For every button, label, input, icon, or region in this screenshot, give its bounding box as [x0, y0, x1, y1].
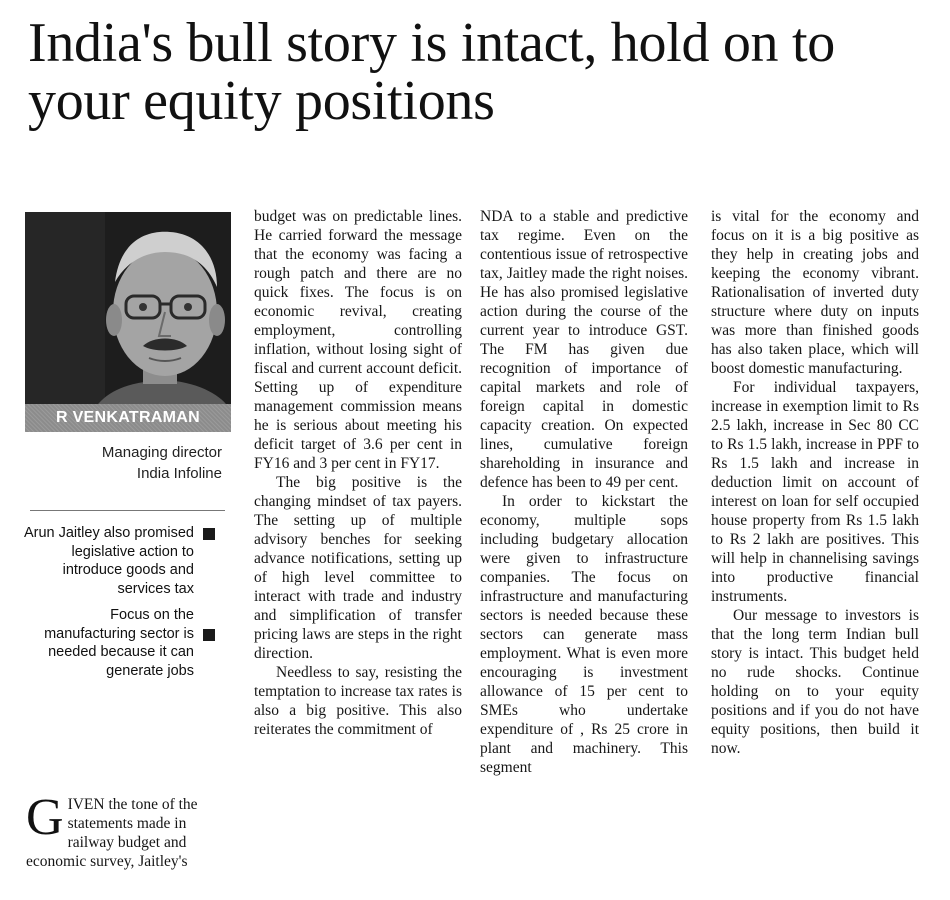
- paragraph: Our message to investors is that the long term Indian bull story is intact. This budget held no rude shocks. Continue holding on to your equity positions and if you do not have equity positions, then build it now.: [711, 607, 919, 757]
- paragraph: NDA to a stable and predictive tax regime. Even on the contentious issue of retrospective tax, Jaitley made the right noises. He has also promised legislative action during the course of the current year to introduce GST. The FM has given due recognition of importance of capital markets and role of foreign capital in domestic capacity creation. On expected lines, cumulative foreign shareholding in insurance and defence has been to 49 per cent.: [480, 208, 688, 491]
- paragraph: The big positive is the changing mindset of tax payers. The setting up of multiple advisory benches for seeking advance notifications, setting up of high level committee to interact with trade and industry and simplification of transfer pricing laws are steps in the right direction.: [254, 474, 462, 662]
- author-photo: [25, 212, 231, 430]
- author-company: India Infoline: [136, 465, 222, 482]
- drop-cap: G: [26, 789, 64, 846]
- paragraph: is vital for the economy and focus on it is a big positive as they help in creating jobs and keeping the economy vibrant. Rationalisation of inverted duty structure where duty on inputs was more than finished goods has also taken place, which will boost domestic manufacturing.: [711, 208, 919, 377]
- pull-quote-2: Focus on the manufacturing sector is needed because it can generate jobs: [44, 607, 194, 679]
- bullet-square-icon: [203, 629, 215, 641]
- article-intro: [26, 789, 236, 871]
- article-column-3: [711, 207, 919, 758]
- author-name-caption: R VENKATRAMAN: [25, 404, 231, 432]
- headline: India's bull story is intact, hold on to your equity positions: [28, 12, 835, 132]
- bullet-square-icon: [203, 528, 215, 540]
- author-role: [40, 442, 222, 484]
- paragraph: budget was on predictable lines. He carried forward the message that the economy was facing a rough patch and there are no quick fixes. The focus is on economic revival, creating employment, controlling inflation, without losing sight of fiscal and current account deficit. Setting up of expenditure management commission means he is serious about meeting his deficit target of 3.6 per cent in FY16 and 3 per cent in FY17.: [254, 208, 462, 472]
- author-title: Managing director: [101, 444, 222, 461]
- author-portrait-image: [25, 212, 231, 430]
- article-column-1: [254, 207, 462, 739]
- paragraph: For individual taxpayers, increase in exemption limit to Rs 2.5 lakh, increase in Sec 80 CC to Rs 1.5 lakh, increase in PPF to Rs 1.5 lakh and increase in deduction limit on account of interest on loan for self occupied house property from Rs 1.5 lakh to Rs 2 lakh are positives. This will help in channelising savings into productive financial instruments.: [711, 379, 919, 605]
- intro-paragraph: IVEN the tone of the statements made in railway budget and economic survey, Jaitley's: [26, 796, 198, 870]
- article-column-2: [480, 207, 688, 777]
- paragraph: Needless to say, resisting the temptation to increase tax rates is also a big positive. This also reiterates the commitment of: [254, 664, 462, 738]
- paragraph: In order to kickstart the economy, multiple sops including budgetary allocation were given to infrastructure companies. The focus on infrastructure and manufacturing sectors is needed because these sectors can generate mass employment. What is even more encouraging is investment allowance of 15 per cent to SMEs who undertake expenditure of , Rs 25 crore in plant and machinery. This segment: [480, 493, 688, 776]
- pull-quote-1: Arun Jaitley also promised legislative action to introduce goods and services tax: [23, 525, 194, 597]
- divider: [30, 510, 225, 511]
